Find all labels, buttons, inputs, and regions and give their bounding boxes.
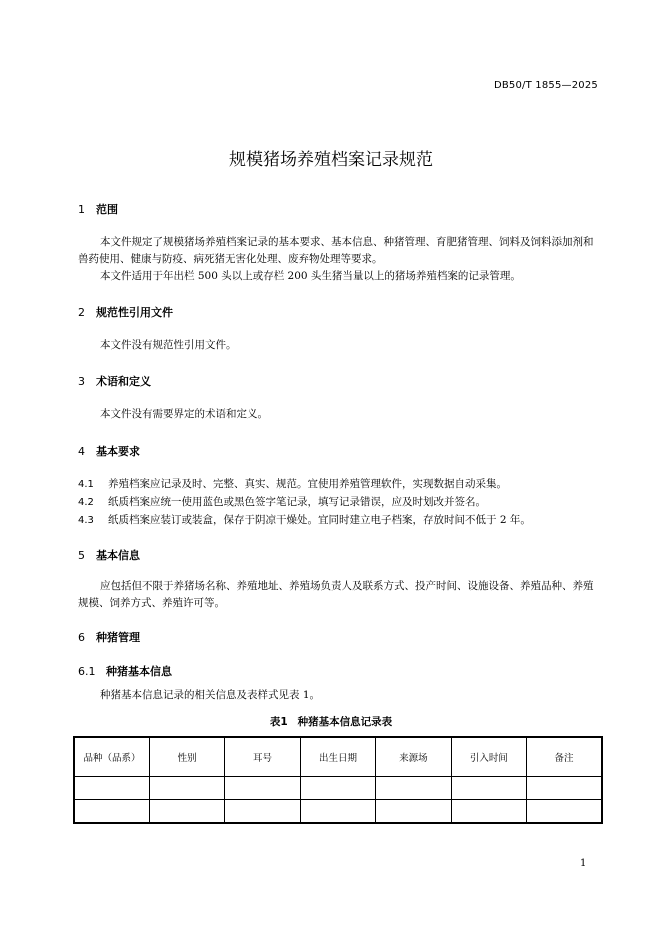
section-number: 1: [78, 203, 85, 216]
subsection-number: 6.1: [78, 665, 96, 678]
section-title: 术语和定义: [96, 375, 151, 388]
column-header-birth-date: 出生日期: [300, 737, 375, 777]
section-3-paragraph: 本文件没有需要界定的术语和定义。: [100, 408, 268, 420]
table-header-row: [74, 737, 602, 777]
section-number: 2: [78, 306, 85, 319]
table-row: [74, 777, 602, 800]
section-5-paragraph: 应包括但不限于养猪场名称、养殖地址、养殖场负责人及联系方式、投产时间、设施设备、养殖品种、养殖规模、饲养方式、养殖许可等。: [78, 580, 594, 609]
table-cell: [376, 800, 451, 824]
table-cell: [451, 777, 526, 800]
section-number: 3: [78, 375, 85, 388]
item-number: 4.3: [78, 515, 94, 526]
requirement-item: [78, 476, 507, 491]
requirement-item: [78, 494, 486, 509]
table-cell: [527, 800, 602, 824]
section-number: 6: [78, 631, 85, 644]
column-header-ear-tag: 耳号: [225, 737, 300, 777]
table-caption: [0, 714, 662, 729]
column-header-source-farm: 来源场: [376, 737, 451, 777]
section-number: 4: [78, 445, 85, 458]
item-text: 养殖档案应记录及时、完整、真实、规范。宜使用养殖管理软件，实现数据自动采集。: [108, 478, 507, 490]
table-cell: [451, 800, 526, 824]
section-3-heading: [78, 373, 151, 389]
subsection-6-1-heading: [78, 663, 172, 679]
section-2-paragraph: 本文件没有规范性引用文件。: [100, 339, 237, 351]
table-row: [74, 800, 602, 824]
section-5-heading: [78, 547, 140, 563]
section-title: 基本信息: [96, 549, 140, 562]
column-header-intro-date: 引入时间: [451, 737, 526, 777]
table-title: 种猪基本信息记录表: [297, 716, 393, 728]
document-title: 规模猪场养殖档案记录规范: [229, 150, 433, 170]
column-header-breed: 品种（品系）: [74, 737, 149, 777]
item-text: 纸质档案应统一使用蓝色或黑色签字笔记录，填写记录错误，应及时划改并签名。: [108, 496, 486, 508]
section-2-heading: [78, 304, 173, 320]
section-1-heading: [78, 201, 118, 217]
section-title: 种猪管理: [96, 631, 140, 644]
section-6-heading: [78, 629, 140, 645]
subsection-title: 种猪基本信息: [106, 665, 172, 678]
section-title: 范围: [96, 203, 118, 216]
column-header-sex: 性别: [149, 737, 224, 777]
table-cell: [149, 777, 224, 800]
section-number: 5: [78, 549, 85, 562]
table-cell: [376, 777, 451, 800]
subsection-6-1-paragraph: 种猪基本信息记录的相关信息及表样式见表 1。: [100, 689, 321, 701]
section-1-paragraph-2: 本文件适用于年出栏 500 头以上或存栏 200 头生猪当量以上的猪场养殖档案的记录管理。: [100, 270, 521, 282]
item-number: 4.2: [78, 497, 94, 508]
column-header-remarks: 备注: [527, 737, 602, 777]
table-cell: [527, 777, 602, 800]
item-text: 纸质档案应装订或装盒，保存于阴凉干燥处。宜同时建立电子档案，存放时间不低于 2 年。: [108, 514, 531, 526]
section-title: 规范性引用文件: [96, 306, 173, 319]
section-title: 基本要求: [96, 445, 140, 458]
table-cell: [225, 777, 300, 800]
requirement-item: [78, 512, 531, 527]
section-1-paragraph-1: 本文件规定了规模猪场养殖档案记录的基本要求、基本信息、种猪管理、育肥猪管理、饲料及饲料添加剂和兽药使用、健康与防疫、病死猪无害化处理、废弃物处理等要求。: [78, 236, 594, 265]
document-code: DB50/T 1855—2025: [493, 80, 598, 91]
table-cell: [300, 777, 375, 800]
page-number: 1: [580, 858, 587, 869]
table-cell: [74, 777, 149, 800]
table-cell: [149, 800, 224, 824]
item-number: 4.1: [78, 479, 94, 490]
breeding-pig-info-table: [73, 736, 603, 824]
table-number: 表1: [269, 716, 288, 728]
table-cell: [300, 800, 375, 824]
table-cell: [74, 800, 149, 824]
section-4-heading: [78, 443, 140, 459]
table-cell: [225, 800, 300, 824]
